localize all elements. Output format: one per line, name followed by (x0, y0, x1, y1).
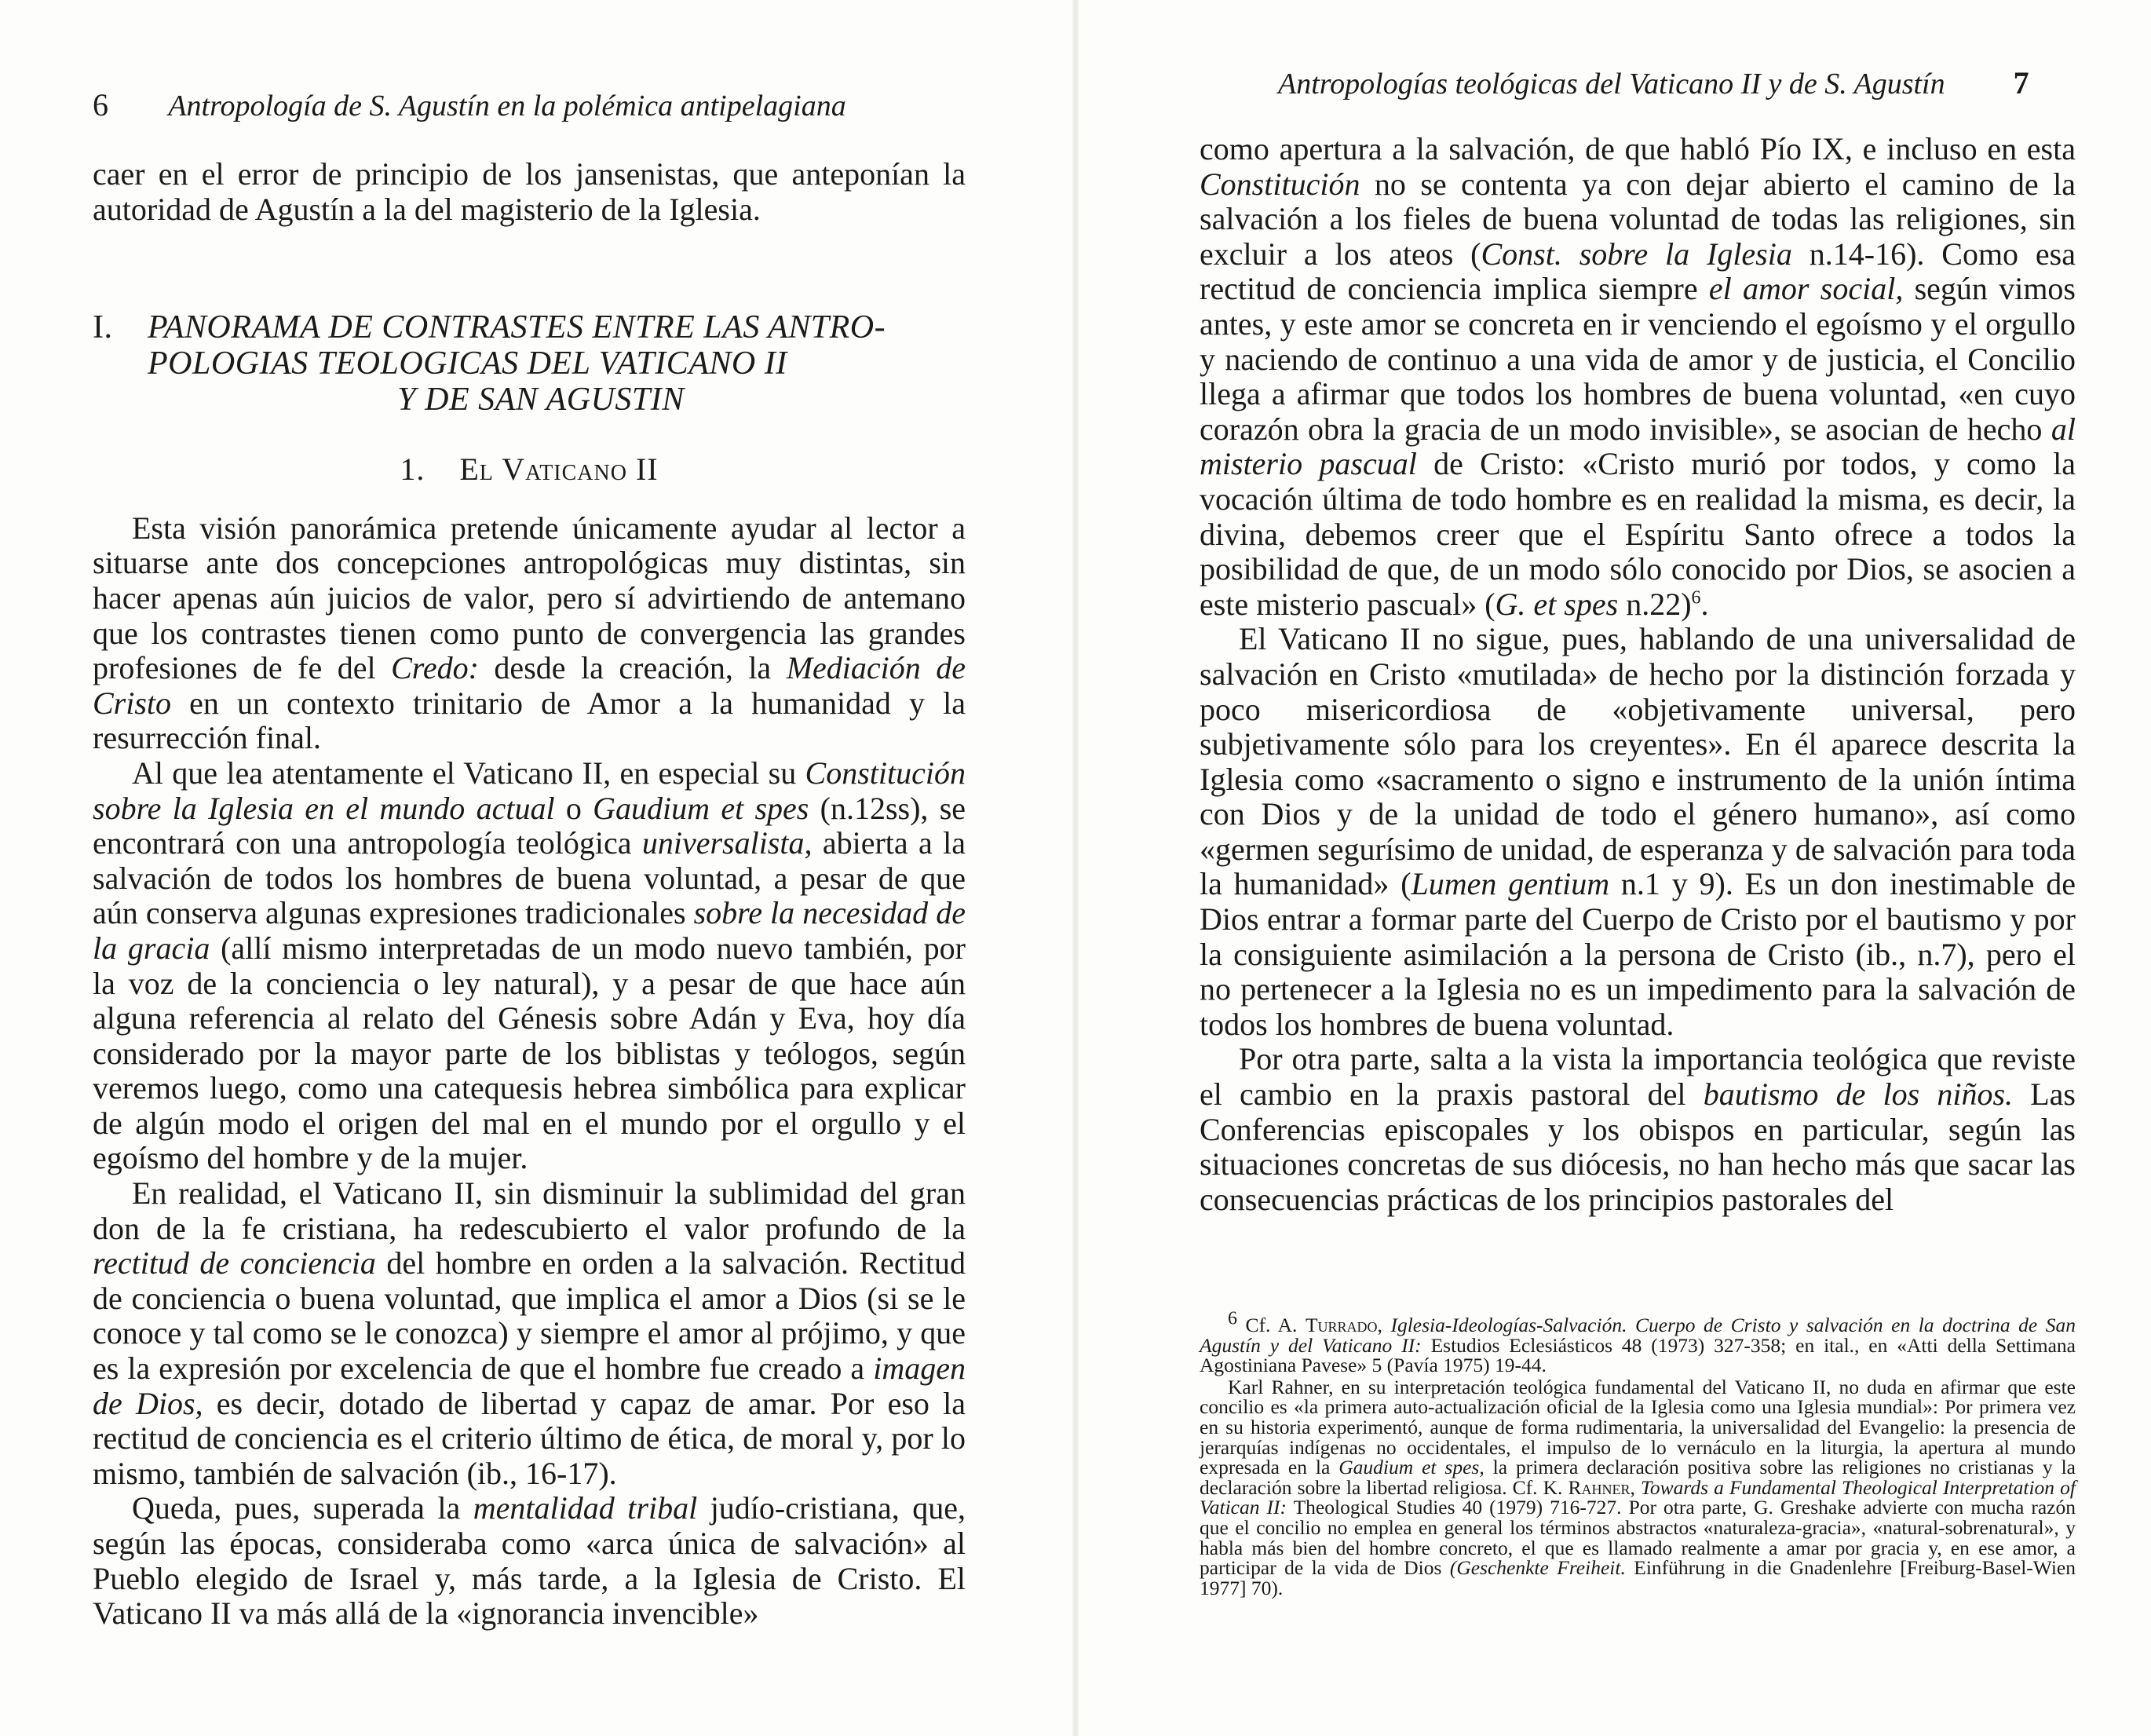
section-heading-line-3: Y DE SAN AGUSTIN (397, 382, 685, 418)
left-paragraph-4: Queda, pues, superada la mentalidad tribal judío-cristiana, que, según las épocas, consideraba como «arca única de salvación» al Pueblo elegido de Israel y, más tarde, a la Iglesia de Cristo. El Vaticano II va más allá de la «ignorancia invencible» (93, 1490, 966, 1632)
section-heading-line-2: POLOGIAS TEOLOGICAS DEL VATICANO II (148, 345, 787, 382)
left-body-text (93, 157, 966, 1632)
right-body-text (1200, 132, 2076, 1217)
subheading-title: El Vaticano II (459, 451, 659, 488)
section-number: I. (93, 309, 113, 346)
footnote-continuation: Karl Rahner, en su interpretación teológica fundamental del Vaticano II, no duda en afirmar que este concilio es «la primera auto-actualización oficial de la Iglesia como una Iglesia mundial»: Por primera vez en su historia experimentó, aunque de forma rudimentaria, la universalidad del Evangelio: la presencia de jerarquías indígenas no occidentales, el impulso de lo vernáculo en la liturgia, la apertura al mundo expresada en la Gaudium et spes, la primera declaración positiva sobre las religiones no cristianas y la declaración sobre la libertad religiosa. Cf. K. Rahner, Towards a Fundamental Theological Interpretation of Vatican II: Theological Studies 40 (1979) 716-727. Por otra parte, G. Greshake advierte con mucha razón que el concilio no emplea en general los términos abstractos «naturaleza-gracia», «natural-sobrenatural», y habla más bien del hombre concreto, el que es llamado realmente a amar por gracia y, en ese amor, a participar de la vida de Dios (Geschenkte Freiheit. Einführung in die Gnadenlehre [Freiburg-Basel-Wien 1977] 70). (1200, 1375, 2076, 1599)
section-heading-line-1: PANORAMA DE CONTRASTES ENTRE LAS ANTRO- (148, 309, 886, 346)
left-paragraph-2: Al que lea atentamente el Vaticano II, en especial su Constitución sobre la Iglesia en el mundo actual o Gaudium et spes (n.12ss), se encontrará con una antropología teológica universalista, abierta a la salvación de todos los hombres de buena voluntad, a pesar de que aún conserva algunas expresiones tradicionales sobre la necesidad de la gracia (allí mismo interpretadas de un modo nuevo también, por la voz de la conciencia o ley natural), y a pesar de que hace aún alguna referencia al relato del Génesis sobre Adán y Eva, hoy día considerado por la mayor parte de los biblistas y teólogos, según veremos luego, como una catequesis hebrea simbólica para explicar de algún modo el origen del mal en el mundo por el orgullo y el egoísmo del hombre y de la mujer. (93, 755, 966, 1176)
intro-paragraph: caer en el error de principio de los jansenistas, que anteponían la autoridad de Agustín a la del magisterio de la Iglesia. (93, 156, 966, 227)
section-heading (93, 309, 966, 418)
left-paragraph-3: En realidad, el Vaticano II, sin disminuir la sublimidad del gran don de la fe cristiana, ha redescubierto el valor profundo de la rectitud de conciencia del hombre en orden a la salvación. Rectitud de conciencia o buena voluntad, que implica el amor a Dios (si se le conoce y tal como se le conozca) y siempre el amor al prójimo, y que es la expresión por excelencia de que el hombre fue creado a imagen de Dios, es decir, dotado de libertad y capaz de amar. Por eso la rectitud de conciencia es el criterio último de ética, de moral y, por lo mismo, también de salvación (ib., 16-17). (93, 1175, 966, 1491)
left-paragraph-1: Esta visión panorámica pretende únicamente ayudar al lector a situarse ante dos concepciones antropológicas muy distintas, sin hacer apenas aún juicios de valor, pero sí advirtiendo de antemano que los contrastes tienen como punto de convergencia las grandes profesiones de fe del Credo: desde la creación, la Mediación de Cristo en un contexto trinitario de Amor a la humanidad y la resurrección final. (93, 510, 966, 756)
left-page-number: 6 (93, 87, 108, 122)
right-running-head (1278, 64, 2029, 101)
left-running-head (93, 86, 846, 123)
footnote-reference-6: 6 (1691, 587, 1701, 609)
right-paragraph-2: El Vaticano II no sigue, pues, hablando de una universalidad de salvación en Cristo «mutilada» de hecho por la distinción forzada y poco misericordiosa de «objetivamente universal, pero subjetivamente sólo para los creyentes». En él aparece descrita la Iglesia como «sacramento o signo e instrumento de la unión íntima con Dios y de la unidad de todo el género humano», así como «germen segurísimo de unidad, de esperanza y de salvación para toda la humanidad» (Lumen gentium n.1 y 9). Es un don inestimable de Dios entrar a formar parte del Cuerpo de Cristo por el bautismo y por la consiguiente asimilación a la persona de Cristo (ib., n.7), pero el no pertenecer a la Iglesia no es un impedimento para la salvación de todos los hombres de buena voluntad. (1200, 621, 2076, 1042)
right-running-title: Antropologías teológicas del Vaticano II y de S. Agustín (1278, 68, 1945, 101)
subheading-number: 1. (400, 451, 425, 488)
footnotes (1200, 1308, 2076, 1599)
right-page (1076, 0, 2151, 1736)
left-running-title: Antropología de S. Agustín en la polémica antipelagiana (168, 90, 846, 122)
right-paragraph-3: Por otra parte, salta a la vista la importancia teológica que reviste el cambio en la praxis pastoral del bautismo de los niños. Las Conferencias episcopales y los obispos en particular, según las situaciones concretas de sus diócesis, no han hecho más que sacar las consecuencias prácticas de los principios pastorales del (1200, 1041, 2076, 1217)
footnote-6: $^6$ Cf. A. Turrado, Iglesia-Ideologías-Salvación. Cuerpo de Cristo y salvación en la doctrina de San Agustín y del Vaticano II: Estudios Eclesiásticos 48 (1973) 327-358; en ital., en «Atti della Settimana Agostiniana Pavese» 5 (Pavía 1975) 19-44. (1200, 1308, 2076, 1377)
right-page-number: 7 (2013, 65, 2029, 101)
footnote-6-marker: 6 (1228, 1308, 1237, 1329)
subheading (93, 452, 966, 488)
right-paragraph-1: como apertura a la salvación, de que habló Pío IX, e incluso en esta Constitución no se contenta ya con dejar abierto el camino de la salvación a los fieles de buena voluntad de todas las religiones, sin excluir a los ateos (Const. sobre la Iglesia n.14-16). Como esa rectitud de conciencia implica siempre el amor social, según vimos antes, y este amor se concreta en ir venciendo el egoísmo y el orgullo y naciendo de continuo a una vida de amor y de justicia, el Concilio llega a afirmar que todos los hombres de buena voluntad, «en cuyo corazón obra la gracia de un modo invisible», se asocian de hecho al misterio pascual de Cristo: «Cristo murió por todos, y como la vocación última de todo hombre es en realidad la misma, es decir, la divina, debemos creer que el Espíritu Santo ofrece a todos la posibilidad de que, de un modo sólo conocido por Dios, se asocien a este misterio pascual» (G. et spes n.22)$^6$. (1200, 131, 2076, 622)
